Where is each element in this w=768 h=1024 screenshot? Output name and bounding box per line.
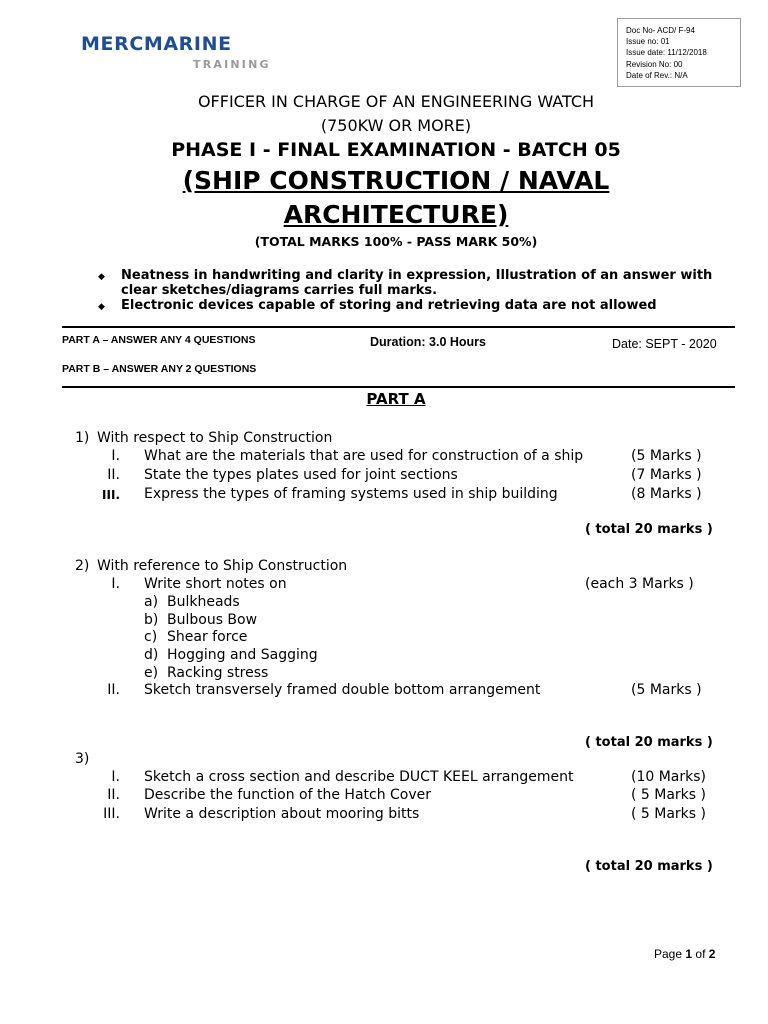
revision-number: Revision No: 00	[626, 59, 683, 69]
question-1-total: ( total 20 marks )	[585, 522, 713, 537]
revision-date: Date of Rev.: N/A	[626, 70, 688, 80]
roman-numeral: II.	[107, 787, 120, 803]
exam-title-line1: OFFICER IN CHARGE OF AN ENGINEERING WATCH	[197, 92, 595, 111]
question-3-item-3: Write a description about mooring bitts	[144, 806, 420, 822]
marks-label: (each 3 Marks )	[585, 576, 694, 592]
issue-date: Issue date: 11/12/2018	[626, 48, 707, 58]
roman-numeral: I.	[111, 576, 120, 592]
marks-label: (5 Marks )	[631, 448, 702, 464]
instruction-item-2: Electronic devices capable of storing and retrieving data are not allowed	[121, 298, 657, 313]
question-2-number: 2)	[75, 558, 90, 574]
subitem-text: Hogging and Sagging	[167, 647, 318, 663]
instruction-item-1: Neatness in handwriting and clarity in expression, Illustration of an answer with clear sketches/diagrams carries full marks.	[121, 268, 713, 298]
question-2-total: ( total 20 marks )	[585, 735, 713, 750]
subitem-text: Bulbous Bow	[167, 612, 258, 628]
subitem-letter: b)	[144, 612, 159, 628]
subject-title-line2: ARCHITECTURE)	[283, 200, 509, 229]
subitem-letter: a)	[144, 594, 159, 610]
subitem-text: Shear force	[167, 629, 248, 645]
roman-numeral: II.	[107, 467, 120, 483]
roman-numeral: II.	[107, 682, 120, 698]
divider-top	[62, 326, 735, 328]
subitem-text: Racking stress	[167, 665, 269, 681]
subitem-text: Bulkheads	[167, 594, 240, 610]
question-1-item-1: What are the materials that are used for construction of a ship	[144, 448, 584, 464]
question-1-number: 1)	[75, 430, 90, 446]
subject-title-line1: (SHIP CONSTRUCTION / NAVAL	[182, 166, 610, 195]
exam-title-line2: (750KW OR MORE)	[320, 116, 472, 135]
roman-numeral: III.	[103, 806, 120, 822]
marks-label: (5 Marks )	[631, 682, 702, 698]
marks-label: ( 5 Marks )	[631, 806, 706, 822]
subitem-letter: c)	[144, 629, 158, 645]
question-1-item-3: Express the types of framing systems used in ship building	[144, 486, 558, 502]
logo-title: MERCMARINE	[81, 33, 232, 55]
subitem-letter: d)	[144, 647, 159, 663]
question-1-item-2: State the types plates used for joint sections	[144, 467, 458, 483]
marks-label: ( 5 Marks )	[631, 787, 706, 803]
bullet-icon: ◆	[98, 302, 105, 312]
question-2-item-1: Write short notes on	[144, 576, 287, 592]
roman-numeral: I.	[111, 448, 120, 464]
exam-phase-title: PHASE I - FINAL EXAMINATION - BATCH 05	[171, 139, 621, 161]
question-2-item-2: Sketch transversely framed double bottom arrangement	[144, 682, 541, 698]
exam-date: Date: SEPT - 2020	[612, 337, 717, 351]
question-2-title: With reference to Ship Construction	[97, 558, 348, 574]
part-b-instruction: PART B – ANSWER ANY 2 QUESTIONS	[62, 363, 257, 375]
part-a-heading: PART A	[366, 390, 426, 408]
question-1-title: With respect to Ship Construction	[97, 430, 333, 446]
question-3-total: ( total 20 marks )	[585, 859, 713, 874]
page-number: Page 1 of 2	[654, 947, 716, 961]
issue-number: Issue no: 01	[626, 37, 670, 47]
marks-label: (7 Marks )	[631, 467, 702, 483]
roman-numeral: III.	[102, 488, 120, 502]
question-3-item-1: Sketch a cross section and describe DUCT KEEL arrangement	[144, 769, 574, 785]
marks-label: (8 Marks )	[631, 486, 702, 502]
subitem-letter: e)	[144, 665, 159, 681]
bullet-icon: ◆	[98, 272, 105, 282]
part-a-instruction: PART A – ANSWER ANY 4 QUESTIONS	[62, 334, 256, 346]
logo-subtitle: TRAINING	[193, 58, 271, 71]
marks-label: (10 Marks)	[631, 769, 707, 785]
document-info-box	[617, 18, 741, 87]
roman-numeral: I.	[111, 769, 120, 785]
marks-info: (TOTAL MARKS 100% - PASS MARK 50%)	[254, 234, 538, 249]
divider-bottom	[62, 386, 735, 388]
question-3-number: 3)	[75, 751, 90, 767]
duration: Duration: 3.0 Hours	[370, 335, 486, 349]
doc-number: Doc No- ACD/ F-94	[626, 26, 695, 35]
question-3-item-2: Describe the function of the Hatch Cover	[144, 787, 432, 803]
